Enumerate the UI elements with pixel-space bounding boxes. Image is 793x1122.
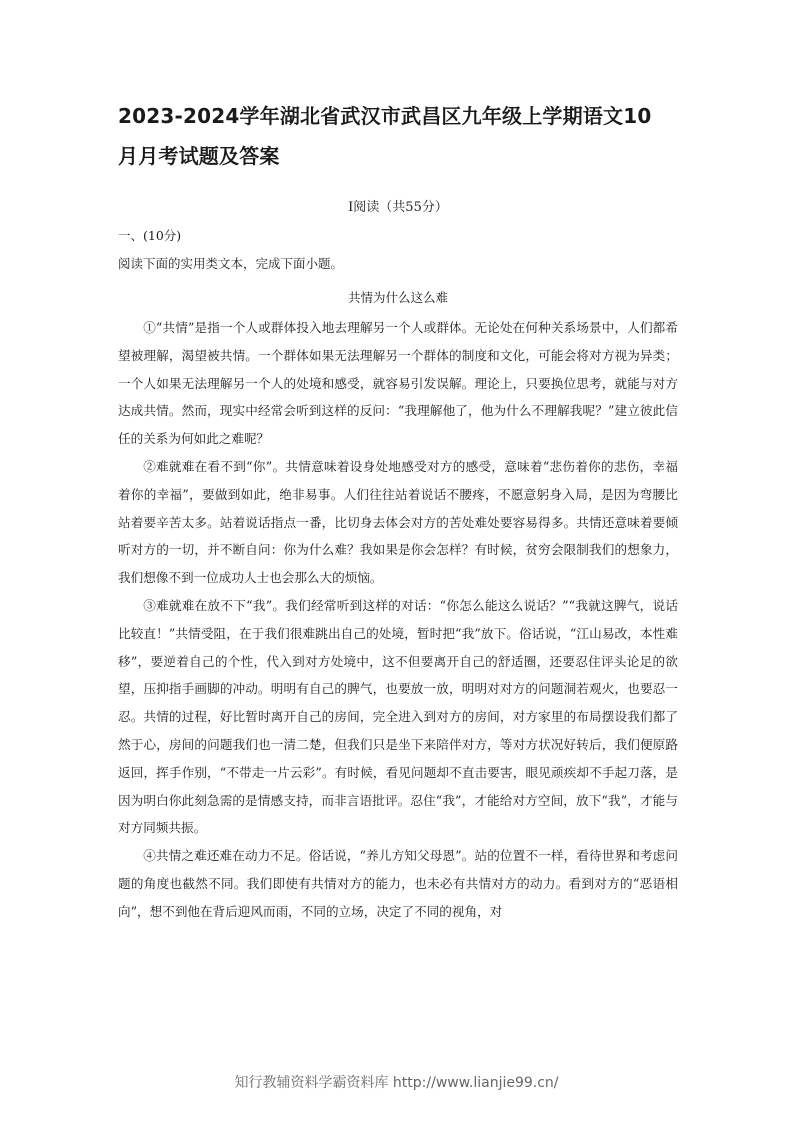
instruction-text: 阅读下面的实用类文本，完成下面小题。 xyxy=(118,256,344,271)
title-line-1: 2023-2024学年湖北省武汉市武昌区九年级上学期语文10 xyxy=(118,104,652,128)
paragraph-3: ③难就难在放不下“我”。我们经常听到这样的对话：“你怎么能这么说话？”“我就这脾气，说话比较直！”共情受阻，在于我们很难跳出自己的处境，暂时把“我”放下。俗话说，“江山易改，本性难移”，要逆着自己的个性，代入到对方处境中，这不但要离开自己的舒适圈，还要忍住评头论足的欲望，压抑指手画脚的冲动。明明有自己的脾气，也要放一放，明明对对方的问题洞若观火，也要忍一忍。共情的过程，好比暂时离开自己的房间，完全进入到对方的房间，对方家里的布局摆设我们都了然于心，房间的问题我们也一清二楚，但我们只是坐下来陪伴对方，等对方状况好转后，我们便原路返回，挥手作别，“不带走一片云彩”。有时候，看见问题却不直击要害，眼见顽疾却不手起刀落，是因为明白你此刻急需的是情感支持，而非言语批评。忍住“我”，才能给对方空间，放下“我”，才能与对方同频共振。 xyxy=(118,597,678,836)
document-title xyxy=(118,96,678,176)
paragraph-2: ②难就难在看不到“你”。共情意味着设身处地感受对方的感受，意味着“悲伤着你的悲伤，幸福着你的幸福”，要做到如此，绝非易事。人们往往站着说话不腰疼，不愿意躬身入局，是因为弯腰比站着要辛苦太多。站着说话指点一番，比切身去体会对方的苦处难处要容易得多。共情还意味着要倾听对方的一切，并不断自问：你为什么难？我如果是你会怎样？有时候，贫穷会限制我们的想象力，我们想像不到一位成功人士也会那么大的烦恼。 xyxy=(118,458,678,586)
article-title: 共情为什么这么难 xyxy=(347,290,448,305)
document-page xyxy=(118,96,678,926)
article-body xyxy=(118,314,678,926)
title-line-2: 月月考试题及答案 xyxy=(118,144,280,168)
paragraph-1: ①“共情”是指一个人或群体投入地去理解另一个人或群体。无论处在何种关系场景中，人们都希望被理解，渴望被共情。一个群体如果无法理解另一个群体的制度和文化，可能会将对方视为异类；一个人如果无法理解另一个人的处境和感受，就容易引发误解。理论上，只要换位思考，就能与对方达成共情。然而，现实中经常会听到这样的反问：“我理解他了，他为什么不理解我呢？”建立彼此信任的关系为何如此之难呢？ xyxy=(118,320,678,447)
paragraph-4: ④共情之难还难在动力不足。俗话说，“养儿方知父母恩”。站的位置不一样，看待世界和考虑问题的角度也截然不同。我们即使有共情对方的能力，也未必有共情对方的动力。看到对方的“恶语相向”，想不到他在背后迎风而雨，不同的立场，决定了不同的视角，对 xyxy=(118,848,678,919)
section-heading: Ⅰ阅读（共55分） xyxy=(348,200,448,215)
footer-watermark: 知行教辅资料学霸资料库 http://www.lianjie99.cn/ xyxy=(234,1075,559,1091)
question-number: 一、(10分) xyxy=(118,228,182,243)
